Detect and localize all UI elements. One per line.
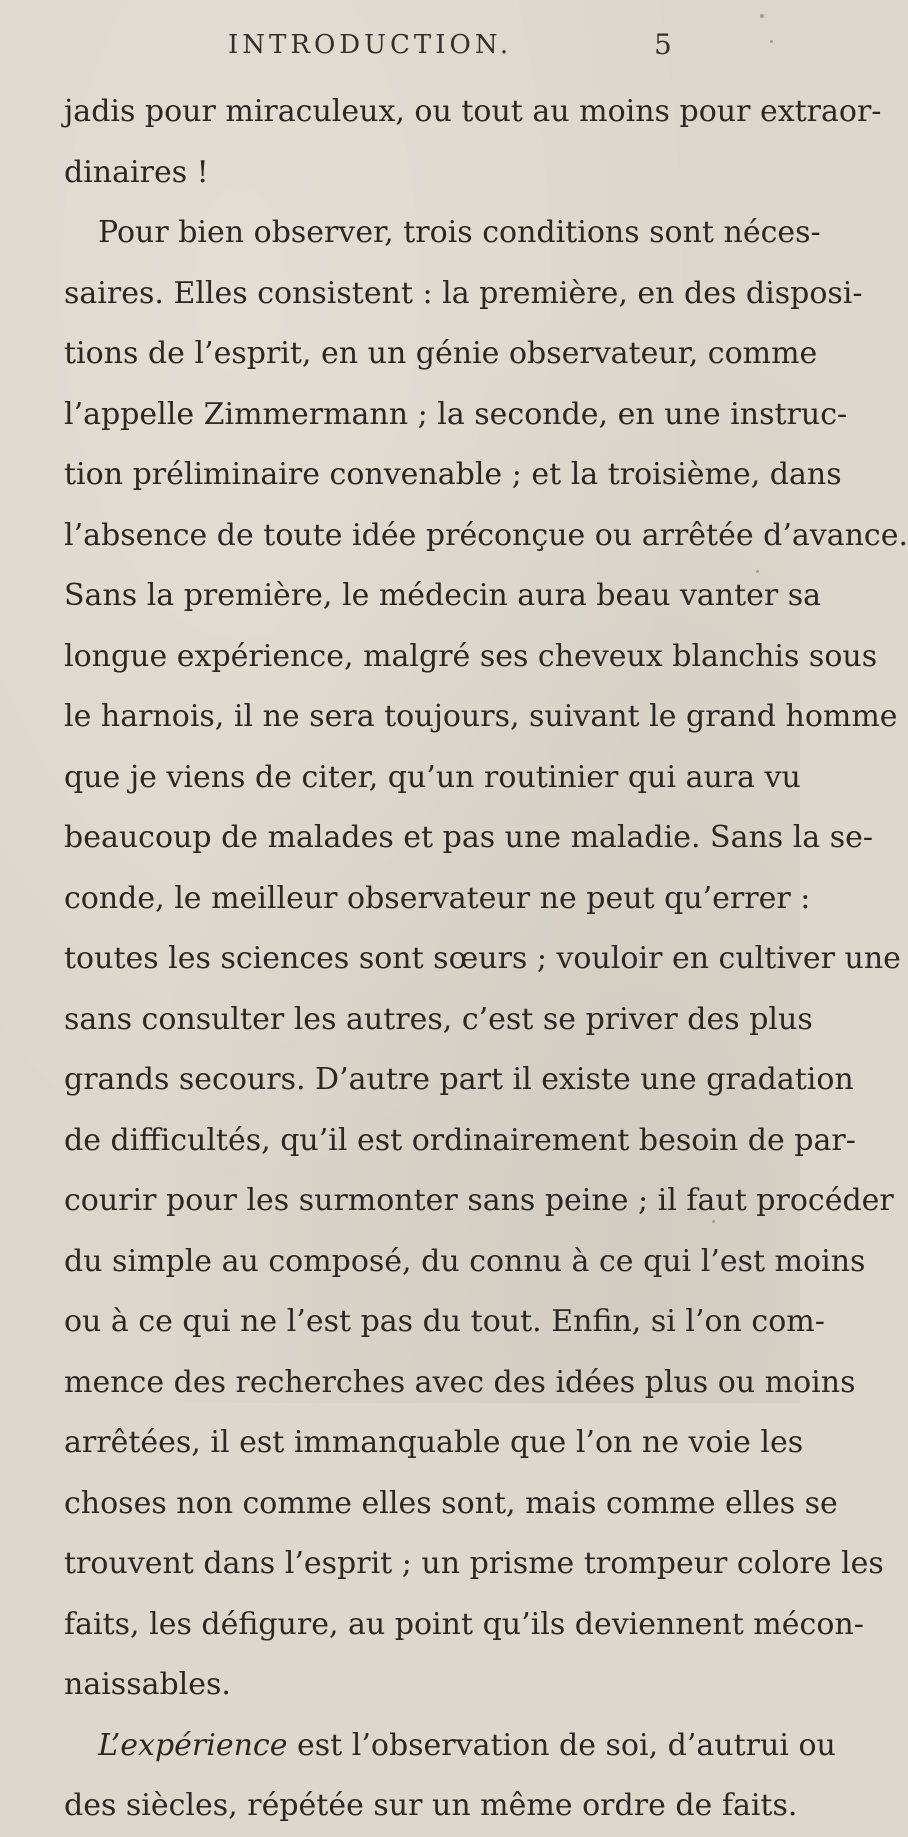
text-line: jadis pour miraculeux, ou tout au moins pour extraor- <box>64 94 882 129</box>
page-number: 5 <box>654 28 672 61</box>
text-line: toutes les sciences sont sœurs ; vouloir en cultiver une <box>64 941 901 976</box>
text-line: saires. Elles consistent : la première, en des disposi- <box>64 275 863 311</box>
text-line: arrêtées, il est immanquable que l’on ne voie les <box>64 1425 804 1460</box>
text-line: beaucoup de malades et pas une maladie. Sans la se- <box>64 820 874 855</box>
text-line: conde, le meilleur observateur ne peut qu’errer : <box>64 880 811 916</box>
paper-speck <box>756 570 759 573</box>
text-line: des siècles, répétée sur un même ordre de faits. <box>64 1788 798 1823</box>
paper-speck <box>760 14 764 18</box>
text-line-rest: est l’observation de soi, d’autrui ou <box>287 1727 836 1763</box>
text-line: faits, les défigure, au point qu’ils deviennent mécon- <box>64 1606 864 1642</box>
italic-term: L’expérience <box>98 1727 288 1763</box>
text-line <box>64 1716 836 1777</box>
text-line: l’absence de toute idée préconçue ou arrêtée d’avance. <box>64 517 908 553</box>
paper-speck <box>770 40 773 43</box>
text-line: de difficultés, qu’il est ordinairement besoin de par- <box>64 1122 856 1158</box>
text-line: courir pour les surmonter sans peine ; il faut procéder <box>64 1183 894 1218</box>
text-line: longue expérience, malgré ses cheveux blanchis sous <box>64 638 878 674</box>
text-line: du simple au composé, du connu à ce qui l’est moins <box>64 1243 866 1279</box>
text-line: tion préliminaire convenable ; et la troisième, dans <box>64 457 842 492</box>
text-line: l’appelle Zimmermann ; la seconde, en une instruc- <box>64 396 848 432</box>
paper-speck <box>712 1220 715 1223</box>
body-text <box>64 82 908 1837</box>
text-line: grands secours. D’autre part il existe une gradation <box>64 1062 854 1097</box>
text-line: sans consulter les autres, c’est se priver des plus <box>64 1001 813 1037</box>
text-line: Sans la première, le médecin aura beau vanter sa <box>64 578 822 613</box>
text-line: le harnois, il ne sera toujours, suivant le grand homme <box>64 699 898 734</box>
text-line: choses non comme elles sont, mais comme elles se <box>64 1485 838 1521</box>
text-line: mence des recherches avec des idées plus ou moins <box>64 1364 856 1400</box>
running-title: INTRODUCTION. <box>228 30 513 60</box>
text-line: trouvent dans l’esprit ; un prisme trompeur colore les <box>64 1546 884 1581</box>
text-line: naissables. <box>64 1667 231 1702</box>
page-header <box>0 28 800 68</box>
text-line: Pour bien observer, trois conditions sont néces- <box>98 215 821 250</box>
text-line: ou à ce qui ne l’est pas du tout. Enfin, si l’on com- <box>64 1304 825 1339</box>
text-line: que je viens de citer, qu’un routinier qui aura vu <box>64 759 801 795</box>
text-line: dinaires ! <box>64 154 209 190</box>
text-line: tions de l’esprit, en un génie observateur, comme <box>64 336 818 371</box>
